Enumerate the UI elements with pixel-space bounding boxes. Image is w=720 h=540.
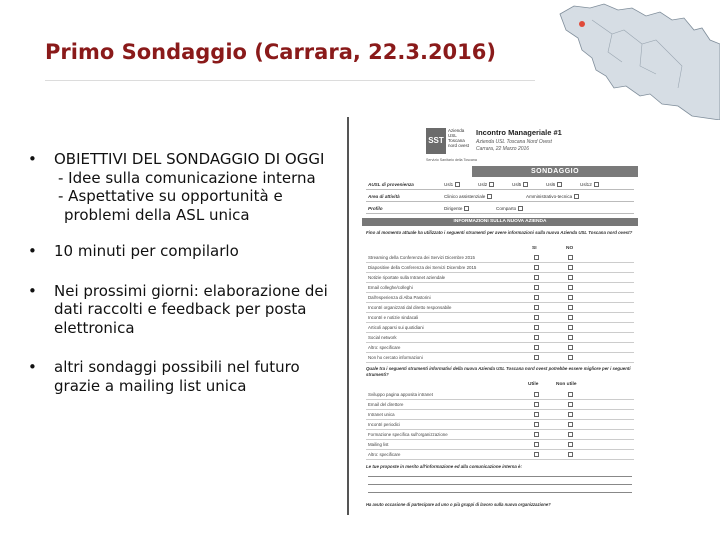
section-header: INFORMAZIONI SULLA NUOVA AZIENDA (362, 218, 638, 226)
option-usl1[interactable]: Usl1 (444, 182, 460, 187)
bottom-question: Ha avuto occasione di partecipare ad uno o più gruppi di lavoro sulla nuova organizzazione? (366, 502, 551, 507)
option-usl12[interactable]: Usl12 (580, 182, 599, 187)
form-item-row (366, 313, 634, 323)
section2-question: Quale tra i seguenti strumenti informativi della nuova Azienda USL Toscana nord ovest potrebbe essere migliore per i seguenti strumenti? (366, 366, 631, 377)
bullet-dot-icon: • (28, 242, 37, 260)
form-item-row (366, 263, 634, 273)
bullet-text: OBIETTIVI DEL SONDAGGIO DI OGGI (54, 150, 325, 168)
form-item-row (366, 450, 634, 460)
item-label: Diapositive della Conferenza dei Servizi Dicembre 2015 (368, 265, 477, 270)
option-clinical[interactable]: Clinico assistenziale (444, 194, 492, 199)
col-si: SI (532, 246, 537, 251)
meeting-subtitle (476, 139, 552, 153)
logo-text: Azienda USL Toscana nord ovest (448, 128, 470, 148)
form-item-row (366, 273, 634, 283)
checkbox-yes[interactable] (534, 285, 539, 290)
tuscany-map (552, 0, 720, 120)
survey-form-image (362, 118, 638, 514)
col-non-utile: Non utile (556, 382, 577, 387)
checkbox-yes[interactable] (534, 392, 539, 397)
form-row-profile (366, 204, 634, 214)
checkbox-no[interactable] (568, 392, 573, 397)
logo-mark: SST (426, 128, 446, 154)
meeting-org: Azienda USL Toscana Nord Ovest (476, 139, 552, 145)
bullet-list (28, 150, 348, 395)
item-label: Social network (368, 335, 397, 340)
row-label: Profilo (368, 206, 383, 211)
meeting-date: Carrara, 22 Marzo 2016 (476, 146, 530, 152)
checkbox-yes[interactable] (534, 432, 539, 437)
form-item-row (366, 343, 634, 353)
bullet-duration (28, 242, 348, 261)
form-item-row (366, 333, 634, 343)
checkbox-no[interactable] (568, 325, 573, 330)
item-label: Incontri organizzati dal diretto responsabile (368, 305, 452, 310)
checkbox-no[interactable] (568, 345, 573, 350)
option-usl5[interactable]: Usl5 (512, 182, 528, 187)
vertical-divider (347, 117, 349, 515)
title-divider (45, 80, 535, 81)
answer-line[interactable] (368, 484, 632, 485)
item-label: Non ho cercato informazioni (368, 355, 423, 360)
bullet-subitem: - Idee sulla comunicazione interna (58, 168, 316, 187)
checkbox-yes[interactable] (534, 265, 539, 270)
item-label: Incontri e notizie sindacali (368, 315, 419, 320)
option-comparto[interactable]: Comparto (496, 206, 523, 211)
checkbox-yes[interactable] (534, 275, 539, 280)
bullet-dot-icon: • (28, 150, 37, 168)
col-no: NO (566, 246, 574, 251)
checkbox-yes[interactable] (534, 295, 539, 300)
checkbox-no[interactable] (568, 432, 573, 437)
section3-question: Le tue proposte in merito all'informazione ed alla comunicazione interna è: (366, 464, 522, 469)
form-header (362, 118, 638, 166)
bullet-feedback (28, 282, 348, 338)
bullet-text: 10 minuti per compilarlo (54, 242, 239, 260)
checkbox-yes[interactable] (534, 402, 539, 407)
item-label: Sviluppo pagina apposita intranet (368, 392, 433, 397)
option-usl6[interactable]: Usl6 (546, 182, 562, 187)
checkbox-no[interactable] (568, 402, 573, 407)
item-label: Altro: specificare (368, 345, 401, 350)
checkbox-yes[interactable] (534, 452, 539, 457)
form-item-row (366, 353, 634, 363)
answer-line[interactable] (368, 476, 632, 477)
form-item-row (366, 293, 634, 303)
form-item-row (366, 323, 634, 333)
option-dirigente[interactable]: Dirigente (444, 206, 469, 211)
checkbox-no[interactable] (568, 412, 573, 417)
checkbox-no[interactable] (568, 285, 573, 290)
row-label: AUSL di provenienza (368, 182, 414, 187)
slide-title: Primo Sondaggio (Carrara, 22.3.2016) (45, 40, 496, 64)
form-item-row (366, 430, 634, 440)
item-label: Articoli apparsi sui quotidiani (368, 325, 424, 330)
region-shape (560, 4, 720, 120)
item-label: Mailing list (368, 442, 389, 447)
answer-line[interactable] (368, 492, 632, 493)
form-item-row (366, 283, 634, 293)
asl-logo (426, 128, 477, 164)
checkbox-yes[interactable] (534, 255, 539, 260)
section1-question: Fino al momento attuale ha utilizzato i seguenti strumenti per avere informazioni sulla nuova Azienda USL Toscana nord ovest? (366, 230, 633, 235)
item-label: Formazione specifica sull'organizzazione (368, 432, 448, 437)
item-label: Altro: specificare (368, 452, 401, 457)
row-label: Area di attività (368, 194, 400, 199)
form-item-row (366, 420, 634, 430)
bullet-dot-icon: • (28, 358, 37, 376)
item-label: Dall'esperienza di Alba Pastorini (368, 295, 431, 300)
item-label: Email del direttore (368, 402, 404, 407)
form-item-row (366, 440, 634, 450)
survey-banner: SONDAGGIO (472, 166, 638, 177)
bullet-text: Nei prossimi giorni: elaborazione dei dati raccolti e feedback per posta elettronica (54, 281, 328, 337)
item-label: Email colleghe/colleghi (368, 285, 413, 290)
checkbox-yes[interactable] (534, 325, 539, 330)
checkbox-yes[interactable] (534, 335, 539, 340)
checkbox-no[interactable] (568, 265, 573, 270)
form-item-row (366, 303, 634, 313)
option-admin[interactable]: Amministrativo-tecnica (526, 194, 579, 199)
bullet-subitem: - Aspettative su opportunità e problemi della ASL unica (58, 187, 283, 224)
checkbox-yes[interactable] (534, 442, 539, 447)
checkbox-no[interactable] (568, 452, 573, 457)
item-label: Incontri periodici (368, 422, 400, 427)
checkbox-no[interactable] (568, 255, 573, 260)
item-label: Intranet unica (368, 412, 395, 417)
option-usl2[interactable]: Usl2 (478, 182, 494, 187)
bullet-text: altri sondaggi possibili nel futuro grazie a mailing list unica (54, 358, 300, 395)
form-row-asl (366, 180, 634, 190)
checkbox-no[interactable] (568, 442, 573, 447)
location-dot (579, 21, 585, 27)
meeting-title: Incontro Manageriale #1 (476, 128, 562, 137)
checkbox-no[interactable] (568, 355, 573, 360)
form-item-row (366, 390, 634, 400)
checkbox-yes[interactable] (534, 412, 539, 417)
bullet-objectives (28, 150, 348, 224)
item-label: Streaming della Conferenza dei Servizi Dicembre 2015 (368, 255, 475, 260)
checkbox-yes[interactable] (534, 345, 539, 350)
checkbox-no[interactable] (568, 315, 573, 320)
bullet-dot-icon: • (28, 281, 37, 300)
checkbox-yes[interactable] (534, 355, 539, 360)
form-item-row (366, 253, 634, 263)
checkbox-no[interactable] (568, 305, 573, 310)
item-label: Notizie riportate sulla Intranet aziendale (368, 275, 446, 280)
checkbox-yes[interactable] (534, 305, 539, 310)
bullet-future (28, 358, 348, 395)
checkbox-yes[interactable] (534, 315, 539, 320)
checkbox-no[interactable] (568, 295, 573, 300)
form-item-row (366, 400, 634, 410)
checkbox-no[interactable] (568, 275, 573, 280)
checkbox-no[interactable] (568, 422, 573, 427)
checkbox-no[interactable] (568, 335, 573, 340)
form-item-row (366, 410, 634, 420)
form-row-area (366, 192, 634, 202)
logo-caption: Servizio Sanitario della Toscana (426, 158, 477, 162)
col-utile: Utile (528, 382, 539, 387)
checkbox-yes[interactable] (534, 422, 539, 427)
